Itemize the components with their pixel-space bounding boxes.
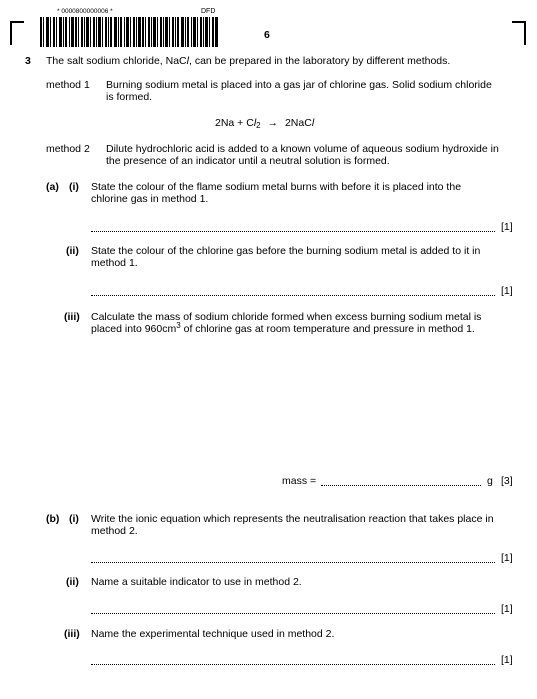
mark-b-iii: [1] (501, 654, 513, 666)
page-number: 6 (264, 29, 270, 41)
barcode-code: DFD (201, 8, 216, 15)
answer-line-b-i[interactable] (91, 553, 495, 563)
mass-answer-line[interactable] (321, 476, 481, 486)
method2-label: method 2 (46, 143, 90, 155)
part-a-iii-label: (iii) (64, 311, 80, 323)
method2-line1: Dilute hydrochloric acid is added to a known volume of aqueous sodium hydroxide in (106, 143, 499, 155)
part-b-iii-line1: Name the experimental technique used in method 2. (91, 628, 335, 640)
mass-label: mass = (282, 475, 317, 487)
barcode-number: * 0000800000006 * (57, 8, 113, 15)
part-a-ii-line1: State the colour of the chlorine gas before the burning sodium metal is added to it in (91, 245, 481, 257)
part-a-ii-line2: method 1. (91, 257, 138, 269)
arrow-icon: → (267, 117, 279, 129)
mark-a-i: [1] (501, 221, 513, 233)
part-b-i-line1: Write the ionic equation which represents the neutralisation reaction that takes place in (91, 513, 494, 525)
mark-a-ii: [1] (501, 285, 513, 297)
mass-unit: g (487, 475, 493, 487)
answer-line-b-ii[interactable] (91, 604, 495, 614)
part-a-iii-line2: placed into $960cm^3$ of chlorine gas at room temperature and pressure in method 1. (91, 321, 475, 335)
mark-a-iii: [3] (501, 475, 513, 487)
question-intro: The salt sodium chloride, NaCl, can be prepared in the laboratory by different methods. (46, 55, 451, 67)
part-a-iii-line1: Calculate the mass of sodium chloride formed when excess burning sodium metal is (91, 311, 482, 323)
barcode-image (40, 17, 218, 47)
part-b-ii-label: (ii) (66, 576, 79, 588)
method1-label: method 1 (46, 79, 90, 91)
part-a-i-line1: State the colour of the flame sodium metal burns with before it is placed into the (91, 181, 462, 193)
part-b-i-label: (i) (69, 513, 79, 525)
part-b-iii-label: (iii) (64, 628, 80, 640)
answer-line-a-ii[interactable] (91, 286, 495, 296)
method1-line2: is formed. (106, 91, 153, 103)
top-right-corner-mark (512, 21, 526, 45)
part-a-label: (a) (46, 181, 59, 193)
part-a-ii-label: (ii) (66, 245, 79, 257)
method1-line1: Burning sodium metal is placed into a gas jar of chlorine gas. Solid sodium chloride (106, 79, 492, 91)
answer-line-a-i[interactable] (91, 222, 495, 232)
question-number: 3 (25, 55, 31, 67)
part-b-i-line2: method 2. (91, 525, 138, 537)
method2-line2: the presence of an indicator until a neutral solution is formed. (106, 155, 390, 167)
answer-line-b-iii[interactable] (91, 655, 495, 665)
part-a-i-line2: chlorine gas in method 1. (91, 193, 209, 205)
top-left-corner-mark (10, 21, 24, 45)
mark-b-ii: [1] (501, 603, 513, 615)
mark-b-i: [1] (501, 552, 513, 564)
part-b-ii-line1: Name a suitable indicator to use in method 2. (91, 576, 302, 588)
part-a-i-label: (i) (69, 181, 79, 193)
part-b-label: (b) (46, 513, 60, 525)
chemical-equation: $2Na + Cl_2$ → 2NaCl (215, 117, 315, 130)
